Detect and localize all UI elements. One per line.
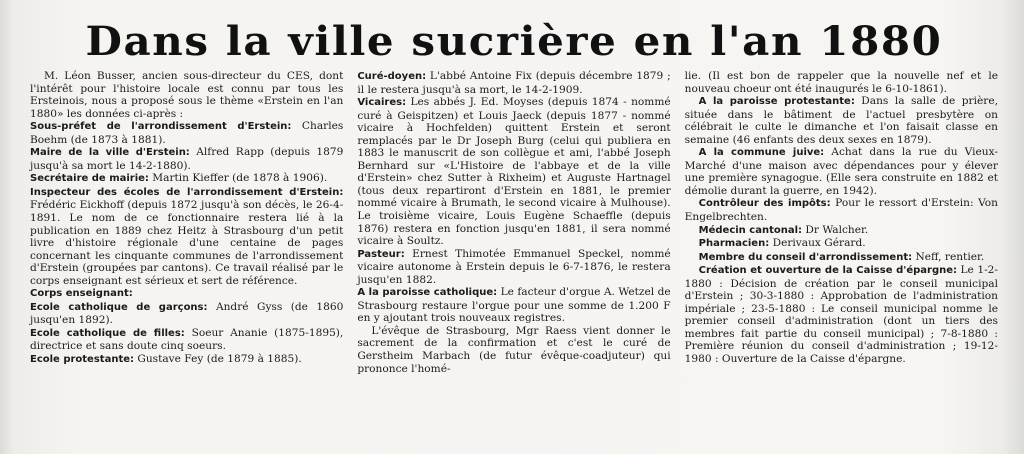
entry-caisse-epargne xyxy=(685,264,998,365)
entry-label: Secrétaire de mairie: xyxy=(30,173,149,185)
entry-label: Ecole catholique de garçons: xyxy=(30,301,208,313)
entry-corps-enseignant xyxy=(30,287,343,301)
entry-label: Pasteur: xyxy=(357,248,405,260)
entry-label: Ecole catholique de filles: xyxy=(30,327,185,339)
entry-vicaires xyxy=(357,96,670,248)
entry-ecole-garcons xyxy=(30,301,343,327)
entry-controleur-impots xyxy=(685,197,998,223)
paragraph-text: lie. (Il est bon de rappeler que la nouvelle nef et le nouveau choeur ont été inaugurés le 6-10-1861). xyxy=(684,70,998,95)
entry-label: A la paroisse catholique: xyxy=(357,287,498,299)
entry-cure-doyen xyxy=(357,70,670,96)
entry-pasteur xyxy=(357,248,670,287)
entry-text: Dr Walcher. xyxy=(802,223,869,236)
entry-label: Ecole protestante: xyxy=(30,354,135,366)
entry-maire xyxy=(30,146,343,172)
entry-label: Pharmacien: xyxy=(698,238,770,250)
article-headline: Dans la ville sucrière en l'an 1880 xyxy=(85,18,943,65)
entry-conseil-arrondissement xyxy=(685,251,998,265)
entry-text: Pour le ressort d'Erstein: Von Engelbrechten. xyxy=(684,197,998,224)
entry-text: Martin Kieffer (de 1878 à 1906). xyxy=(148,172,328,185)
entry-label: Inspecteur des écoles de l'arrondissement d'Erstein: xyxy=(30,186,344,198)
entry-label: Création et ouverture de la Caisse d'épargne: xyxy=(698,265,958,277)
entry-text: André Gyss (de 1860 jusqu'en 1892). xyxy=(30,300,344,327)
entry-label: A la paroisse protestante: xyxy=(698,96,855,108)
entry-commune-juive xyxy=(685,146,998,197)
entry-paroisse-catholique xyxy=(357,286,670,325)
entry-label: Vicaires: xyxy=(357,97,407,109)
entry-medecin xyxy=(685,224,998,238)
entry-label: Corps enseignant: xyxy=(30,288,133,300)
entry-text: L'abbé Antoine Fix (depuis décembre 1879 ; il le restera jusqu'à sa mort, le 14-2-1909. xyxy=(357,70,671,96)
entry-text: Derivaux Gérard. xyxy=(769,237,866,250)
paragraph-text: L'évêque de Strasbourg, Mgr Raess vient donner le sacrement de la confirmation et c'est le curé de Gerstheim Marbach (de futur évêque-coadjuteur) qui prononce l'homé- xyxy=(357,324,671,375)
entry-ecole-protestante xyxy=(30,353,343,367)
entry-sous-prefet xyxy=(30,120,343,146)
entry-text: Neff, rentier. xyxy=(912,250,985,263)
entry-text: Dans la salle de prière, située dans le bâtiment de l'actuel presbytère on célébrait le culte le dimanche et l'on faisait classe en semaine (46 enfants des deux sexes en 1879). xyxy=(684,95,998,146)
intro-text: M. Léon Busser, ancien sous-directeur du CES, dont l'intérêt pour l'histoire locale est connu par tous les Ersteinois, nous a proposé sous le thème «Erstein en l'an 1880» les données ci-après : xyxy=(30,70,344,120)
entry-label: Sous-préfet de l'arrondissement d'Erstein: xyxy=(30,121,292,133)
article-body xyxy=(30,70,998,375)
paragraph-continuation xyxy=(685,70,998,95)
entry-text: Soeur Ananie (1875-1895), directrice et sans doute cinq soeurs. xyxy=(30,326,344,353)
column-3 xyxy=(685,70,998,375)
column-1 xyxy=(30,70,343,375)
entry-inspecteur xyxy=(30,186,343,287)
entry-text: Les abbés J. Ed. Moyses (depuis 1874 - nommé curé à Geispitzen) et Louis Jaeck (depuis 1877 - nommé vicaire à Hochfelden) quittent Erstein et seront remplacés par le Dr Joseph Burg (celui qui publiera en 1883 le manuscrit de son collègue et ami, l'abbé Joseph Bernhard sur «L'Histoire de l'abbaye et de la ville d'Erstein» chez Sutter à Rixheim) et Auguste Hartnagel (tous deux repartiront d'Erstein en 1881, le premier nommé vicaire à Brumath, le second vicaire à Mulhouse). Le troisième vicaire, Louis Eugène Schaeffle (depuis 1876) restera en fonction jusqu'en 1881, il sera nommé vicaire à Soultz. xyxy=(357,96,671,248)
entry-paroisse-protestante xyxy=(685,95,998,146)
intro-paragraph xyxy=(30,70,343,120)
column-2 xyxy=(357,70,670,375)
page-right-shadow xyxy=(1002,0,1024,454)
entry-text: Le facteur d'orgue A. Wetzel de Strasbourg restaure l'orgue pour une somme de 1.200 F en y ajoutant trois nouveaux registres. xyxy=(357,286,671,325)
entry-pharmacien xyxy=(685,237,998,251)
entry-ecole-filles xyxy=(30,327,343,353)
entry-text: Ernest Thimotée Emmanuel Speckel, nommé vicaire autonome à Erstein depuis le 6-7-1876, le restera jusqu'en 1882. xyxy=(357,247,671,286)
entry-text: Gustave Fey (de 1879 à 1885). xyxy=(134,353,302,366)
entry-label: Membre du conseil d'arrondissement: xyxy=(698,251,913,263)
page-left-shadow xyxy=(0,0,14,454)
entry-text: Alfred Rapp (depuis 1879 jusqu'à sa mort le 14-2-1880). xyxy=(30,146,344,172)
entry-text: Frédéric Eickhoff (depuis 1872 jusqu'à son décès, le 26-4-1891. Le nom de ce fonctionnaire restera lié à la publication en 1889 chez Heitz à Strasbourg d'un petit livre d'histoire régionale d'une centaine de pages concernant les cinquante communes de l'arrondissement d'Erstein (groupées par cantons). Ce travail réalisé par le corps enseignant est sérieux et sert de référence. xyxy=(30,199,344,287)
entry-text: Achat dans la rue du Vieux-Marché d'une maison avec dépendances pour y élever une première synagogue. (Elle sera construite en 1882 et démolie durant la guerre, en 1942). xyxy=(684,146,998,197)
entry-text: Charles Boehm (de 1873 à 1881). xyxy=(30,120,344,146)
entry-label: A la commune juive: xyxy=(698,147,825,159)
entry-secretaire xyxy=(30,172,343,186)
entry-label: Contrôleur des impôts: xyxy=(698,198,831,210)
entry-label: Maire de la ville d'Erstein: xyxy=(30,147,190,159)
entry-label: Curé-doyen: xyxy=(357,71,427,82)
entry-label: Médecin cantonal: xyxy=(698,224,803,236)
entry-text: Le 1-2-1880 : Décision de création par le conseil municipal d'Erstein ; 30-3-1880 : Approbation de l'administration impériale ; 23-5-1880 : Le conseil municipal nomme le premier conseil d'administration (dont un tiers des membres fait partie du conseil municipal) ; 7-8-1880 : Première réunion du conseil d'administration ; 19-12-1980 : Ouverture de la Caisse d'épargne. xyxy=(684,264,998,366)
paragraph-eveque xyxy=(357,325,670,375)
